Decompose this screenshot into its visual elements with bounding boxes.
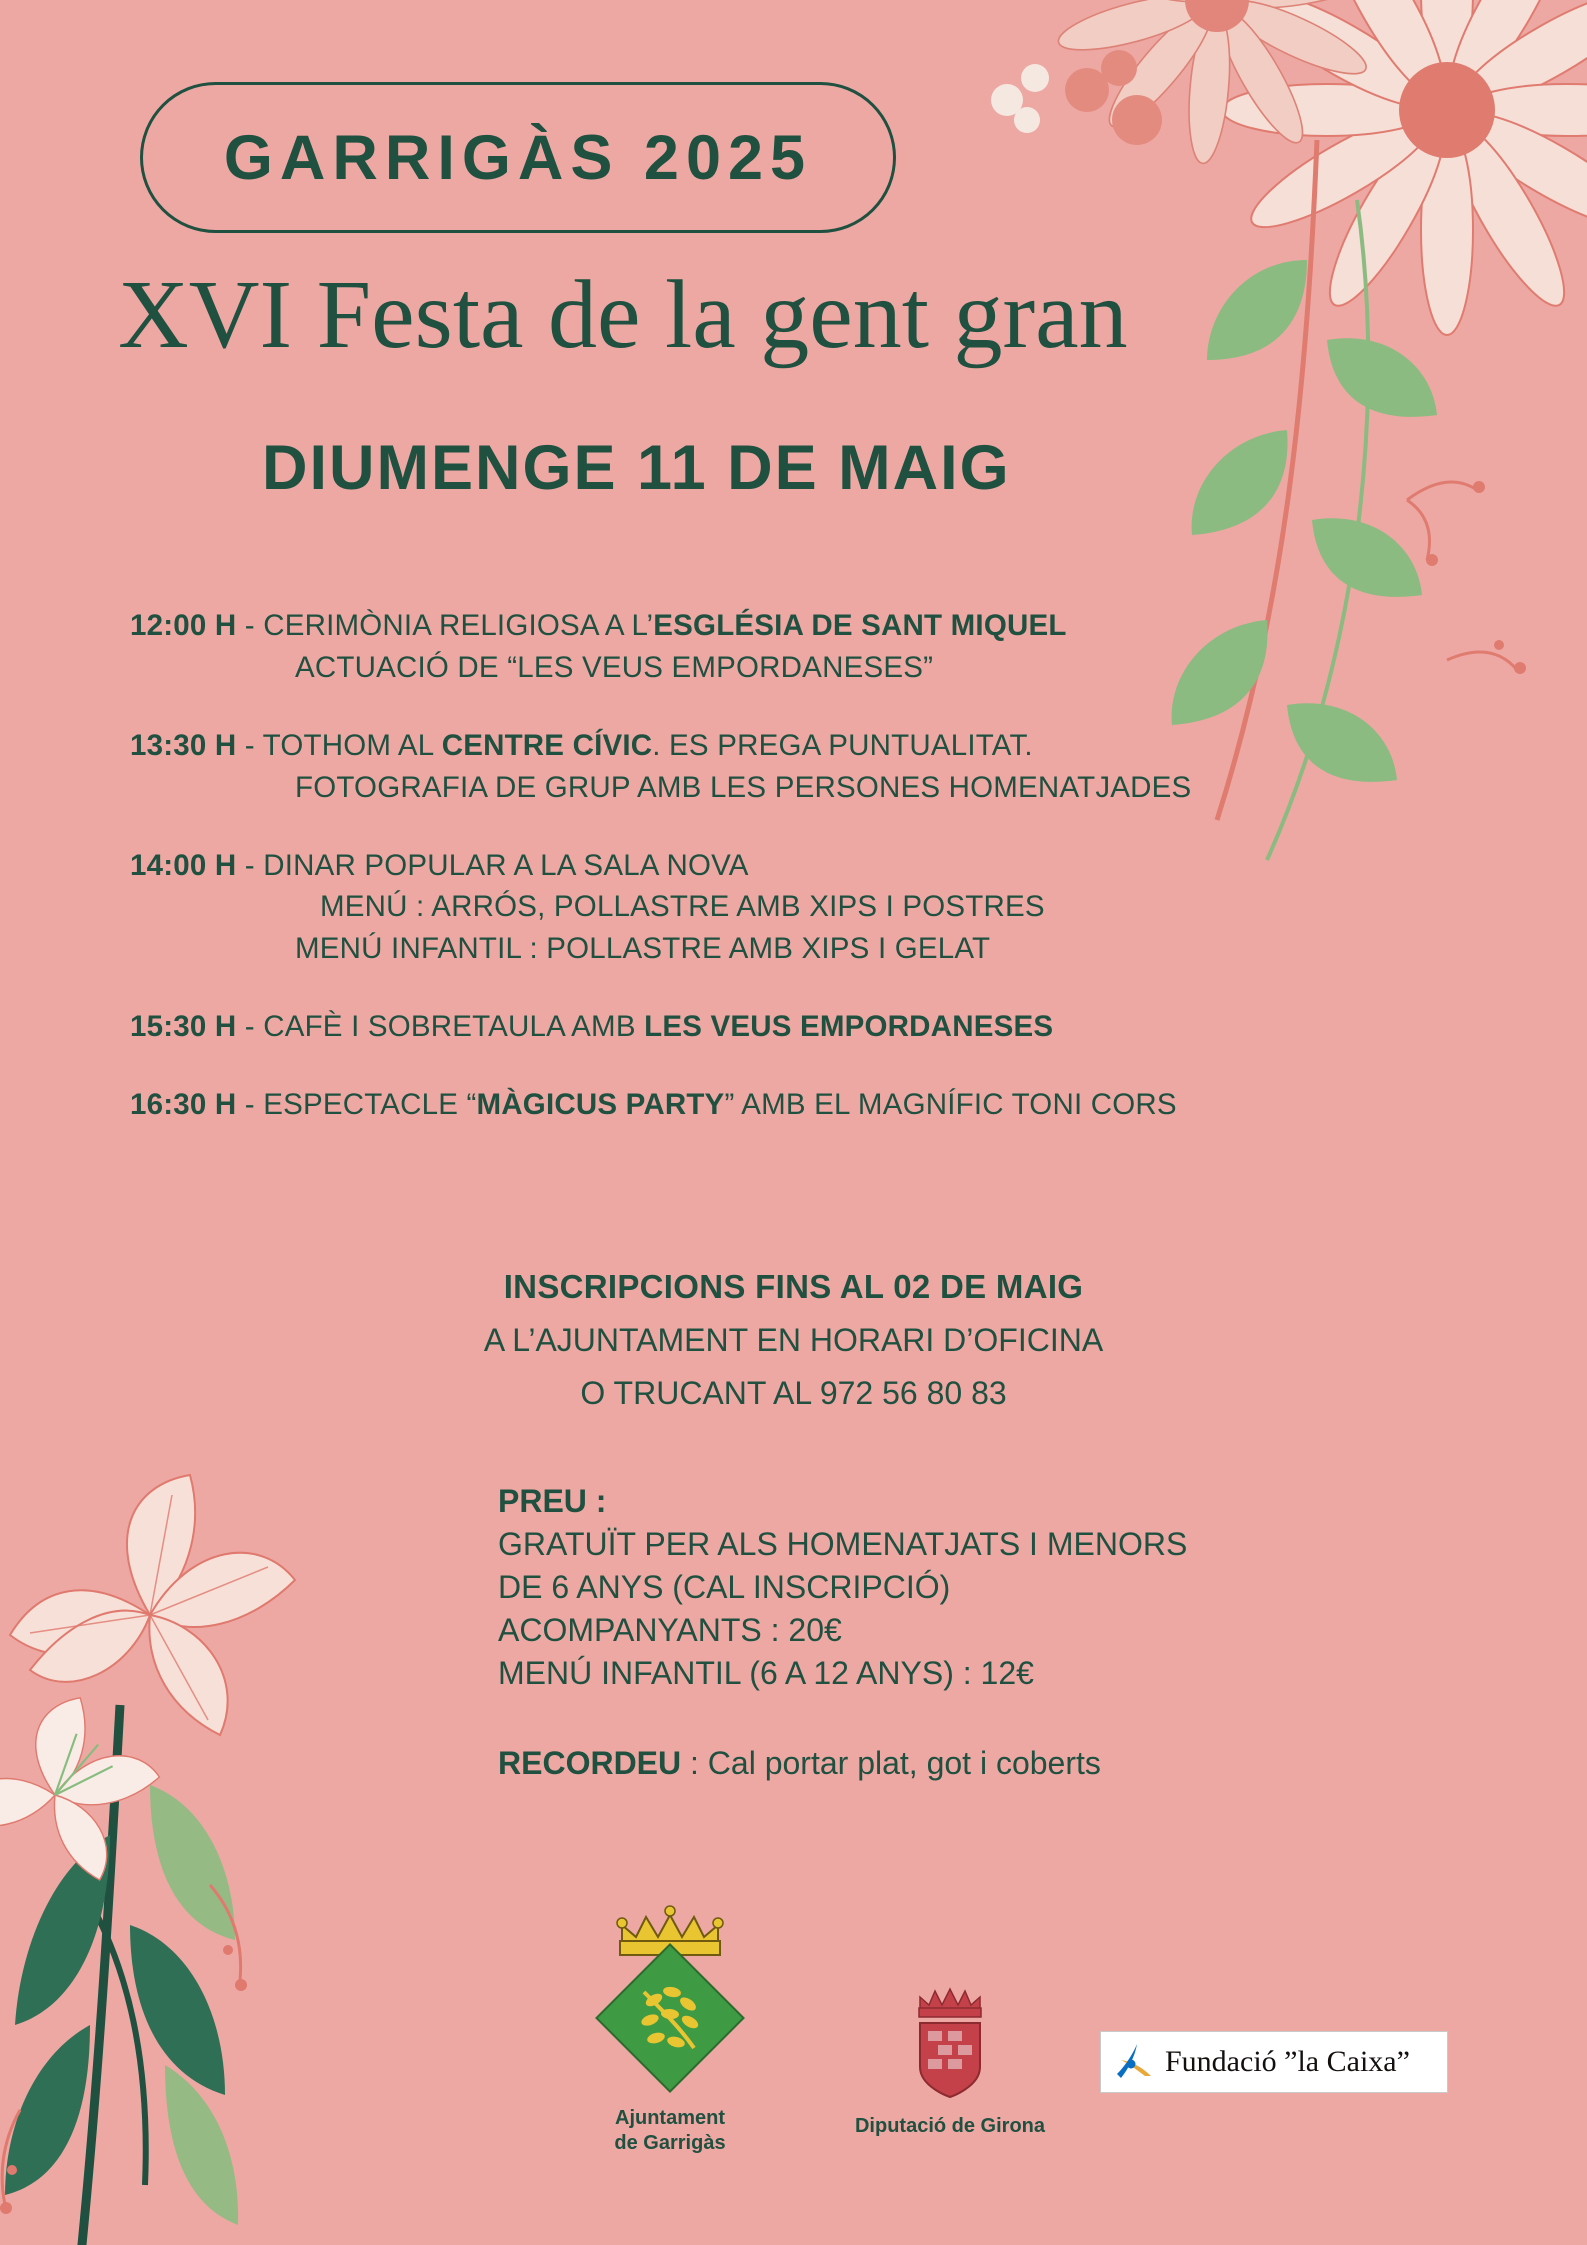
logo-ajuntament-caption — [520, 2106, 820, 2156]
schedule-main-line — [130, 605, 1460, 647]
schedule-dash: - — [244, 1088, 255, 1121]
schedule-sub-line: ACTUACIÓ DE “LES VEUS EMPORDANESES” — [295, 650, 934, 684]
schedule-text-pre: TOTHOM AL — [262, 728, 442, 762]
logo-ajuntament-garrigas — [520, 1903, 820, 2156]
registration-place: A L’AJUNTAMENT EN HORARI D’OFICINA — [483, 1322, 1104, 1358]
registration-phone: O TRUCANT AL 972 56 80 83 — [580, 1375, 1007, 1411]
reminder-text: : Cal portar plat, got i coberts — [681, 1745, 1101, 1782]
schedule-list — [130, 605, 1460, 1162]
logo-ajuntament-caption-line2: de Garrigàs — [614, 2132, 726, 2154]
reminder-line — [498, 1742, 1498, 1785]
schedule-time: 13:30 H — [130, 728, 237, 762]
schedule-text-bold: ESGLÉSIA DE SANT MIQUEL — [653, 609, 1067, 642]
schedule-item — [130, 605, 1460, 689]
la-caixa-star-icon — [1111, 2040, 1155, 2084]
price-line-2: DE 6 ANYS (CAL INSCRIPCIÓ) — [498, 1568, 951, 1605]
schedule-text-pre: CERIMÒNIA RELIGIOSA A L’ — [263, 609, 654, 642]
event-badge — [140, 82, 896, 233]
page-title: XVI Festa de la gent gran — [118, 261, 1128, 369]
registration-deadline: INSCRIPCIONS FINS AL 02 DE MAIG — [503, 1268, 1084, 1305]
schedule-dash: - — [244, 609, 255, 642]
schedule-time: 15:30 H — [130, 1010, 237, 1044]
schedule-dash: - — [244, 728, 255, 762]
schedule-dash: - — [244, 1010, 255, 1044]
schedule-time: 14:00 H — [130, 848, 237, 882]
logo-diputacio-girona — [800, 1981, 1100, 2139]
logos-row — [0, 1903, 1587, 2193]
schedule-text-post: ” AMB EL MAGNÍFIC TONI CORS — [724, 1088, 1177, 1121]
schedule-item — [130, 1084, 1460, 1126]
reminder-label: RECORDEU — [498, 1745, 682, 1782]
schedule-sub-line: MENÚ INFANTIL : POLLASTRE AMB XIPS I GELAT — [295, 932, 991, 966]
garrigas-coat-of-arms-icon — [580, 1903, 760, 2093]
logo-ajuntament-caption-line1: Ajuntament — [615, 2107, 725, 2129]
schedule-item — [130, 1006, 1460, 1048]
price-block — [498, 1480, 1498, 1785]
schedule-time: 12:00 H — [130, 609, 237, 642]
schedule-time: 16:30 H — [130, 1088, 237, 1121]
schedule-text-bold: CENTRE CÍVIC — [441, 728, 653, 762]
schedule-text-post: . ES PREGA PUNTUALITAT. — [652, 728, 1033, 762]
schedule-text-pre: DINAR POPULAR A LA SALA NOVA — [263, 848, 749, 882]
schedule-main-line — [130, 1006, 1460, 1048]
schedule-item — [130, 845, 1460, 971]
price-label: PREU : — [498, 1483, 607, 1519]
la-caixa-wordmark: Fundació ”la Caixa” — [1165, 2045, 1410, 2078]
price-line-4: MENÚ INFANTIL (6 A 12 ANYS) : 12€ — [498, 1654, 1034, 1691]
schedule-item — [130, 725, 1460, 809]
event-badge-label: GARRIGÀS 2025 — [223, 122, 813, 193]
price-line-3: ACOMPANYANTS : 20€ — [498, 1611, 842, 1648]
registration-block — [0, 1268, 1587, 1412]
event-date: DIUMENGE 11 DE MAIG — [262, 433, 1011, 503]
schedule-text-pre: ESPECTACLE “ — [263, 1088, 477, 1121]
schedule-main-line — [130, 845, 1460, 887]
la-caixa-logo-box — [1100, 2031, 1448, 2093]
schedule-text-pre: CAFÈ I SOBRETAULA AMB — [263, 1010, 645, 1044]
schedule-dash: - — [244, 848, 255, 882]
schedule-text-bold: LES VEUS EMPORDANESES — [644, 1010, 1054, 1044]
schedule-main-line — [130, 1084, 1460, 1126]
price-line-1: GRATUÏT PER ALS HOMENATJATS I MENORS — [498, 1525, 1188, 1562]
girona-coat-of-arms-icon — [890, 1981, 1010, 2101]
schedule-sub-line: MENÚ : ARRÓS, POLLASTRE AMB XIPS I POSTRES — [320, 890, 1045, 924]
schedule-text-bold: MÀGICUS PARTY — [476, 1088, 725, 1121]
logo-fundacio-la-caixa — [1100, 2031, 1450, 2093]
schedule-sub-line: FOTOGRAFIA DE GRUP AMB LES PERSONES HOMENATJADES — [295, 770, 1192, 804]
schedule-main-line — [130, 725, 1460, 767]
logo-diputacio-caption: Diputació de Girona — [854, 2115, 1046, 2137]
